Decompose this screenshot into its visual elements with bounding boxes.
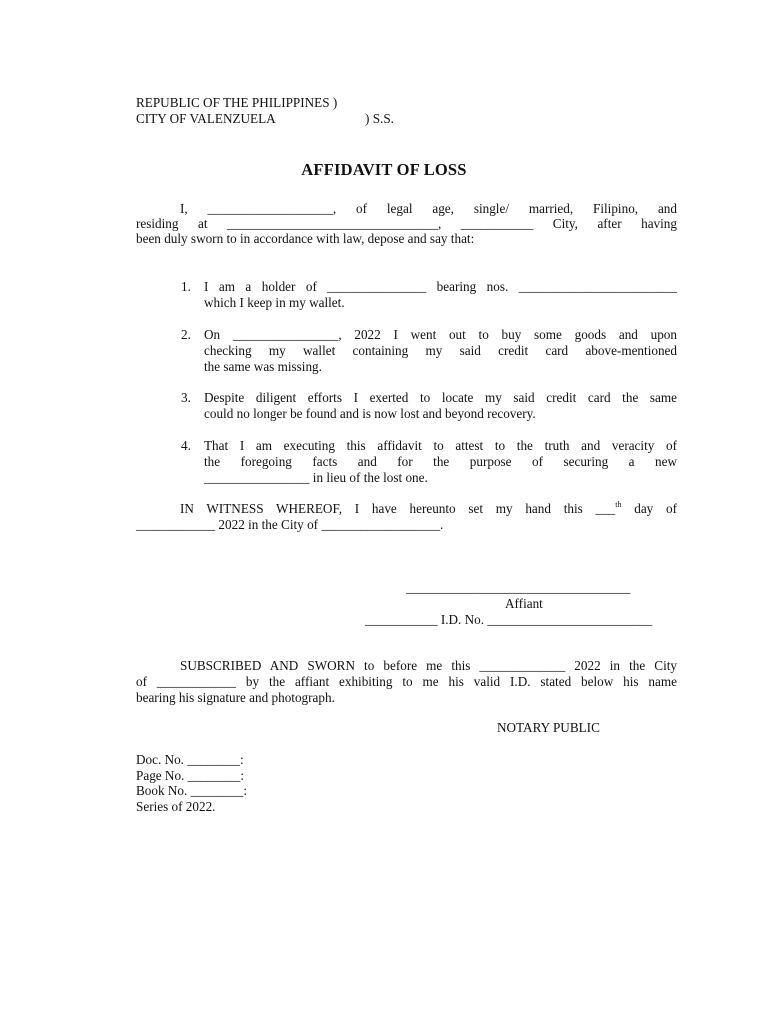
witness-line-1: IN WITNESS WHEREOF, I have hereunto set my hand this ___$^{th}$ day of xyxy=(180,500,677,516)
header-ss: ) S.S. xyxy=(365,111,394,126)
series: Series of 2022. xyxy=(136,799,216,814)
subscribed-line-2: of ____________ by the affiant exhibiting to me his valid I.D. stated below his name xyxy=(136,674,677,689)
doc-no: Doc. No. ________: xyxy=(136,752,244,767)
item-number-1: 1. xyxy=(181,279,191,294)
page-no: Page No. ________: xyxy=(136,768,245,783)
item-number-4: 4. xyxy=(181,438,191,453)
item-number-2: 2. xyxy=(181,327,191,342)
item-4-line-1: That I am executing this affidavit to attest to the truth and veracity of xyxy=(204,438,677,453)
affiant-signature-line: __________________________________ xyxy=(406,580,631,595)
item-number-3: 3. xyxy=(181,390,191,405)
intro-line-1: I, ___________________, of legal age, single/ married, Filipino, and xyxy=(180,201,677,216)
witness-line-2: ____________ 2022 in the City of __________________. xyxy=(136,517,444,532)
item-4-line-3: ________________ in lieu of the lost one. xyxy=(204,470,428,485)
item-3-line-1: Despite diligent efforts I exerted to locate my said credit card the same xyxy=(204,390,677,405)
header-republic: REPUBLIC OF THE PHILIPPINES ) xyxy=(136,95,338,110)
header-city: CITY OF VALENZUELA xyxy=(136,111,276,126)
item-1-line-2: which I keep in my wallet. xyxy=(204,295,345,310)
item-4-line-2: the foregoing facts and for the purpose of securing a new xyxy=(204,454,677,469)
affiant-id-line: ___________ I.D. No. _________________________ xyxy=(365,612,653,627)
item-2-line-1: On ________________, 2022 I went out to buy some goods and upon xyxy=(204,327,677,342)
item-3-line-2: could no longer be found and is now lost and beyond recovery. xyxy=(204,406,536,421)
book-no: Book No. ________: xyxy=(136,783,247,798)
subscribed-line-1: SUBSCRIBED AND SWORN to before me this _____________ 2022 in the City xyxy=(180,658,677,673)
ordinal-suffix: th xyxy=(615,500,622,509)
notary-public-label: NOTARY PUBLIC xyxy=(497,720,600,735)
intro-line-2: residing at ________________________________, ___________ City, after having xyxy=(136,216,677,231)
item-2-line-2: checking my wallet containing my said credit card above-mentioned xyxy=(204,343,677,358)
document-title: AFFIDAVIT OF LOSS xyxy=(301,160,467,179)
subscribed-line-3: bearing his signature and photograph. xyxy=(136,690,335,705)
item-1-line-1: I am a holder of _______________ bearing nos. ________________________ xyxy=(204,279,677,294)
item-2-line-3: the same was missing. xyxy=(204,359,322,374)
affiant-label: Affiant xyxy=(505,596,543,611)
intro-line-3: been duly sworn to in accordance with law, depose and say that: xyxy=(136,231,475,246)
